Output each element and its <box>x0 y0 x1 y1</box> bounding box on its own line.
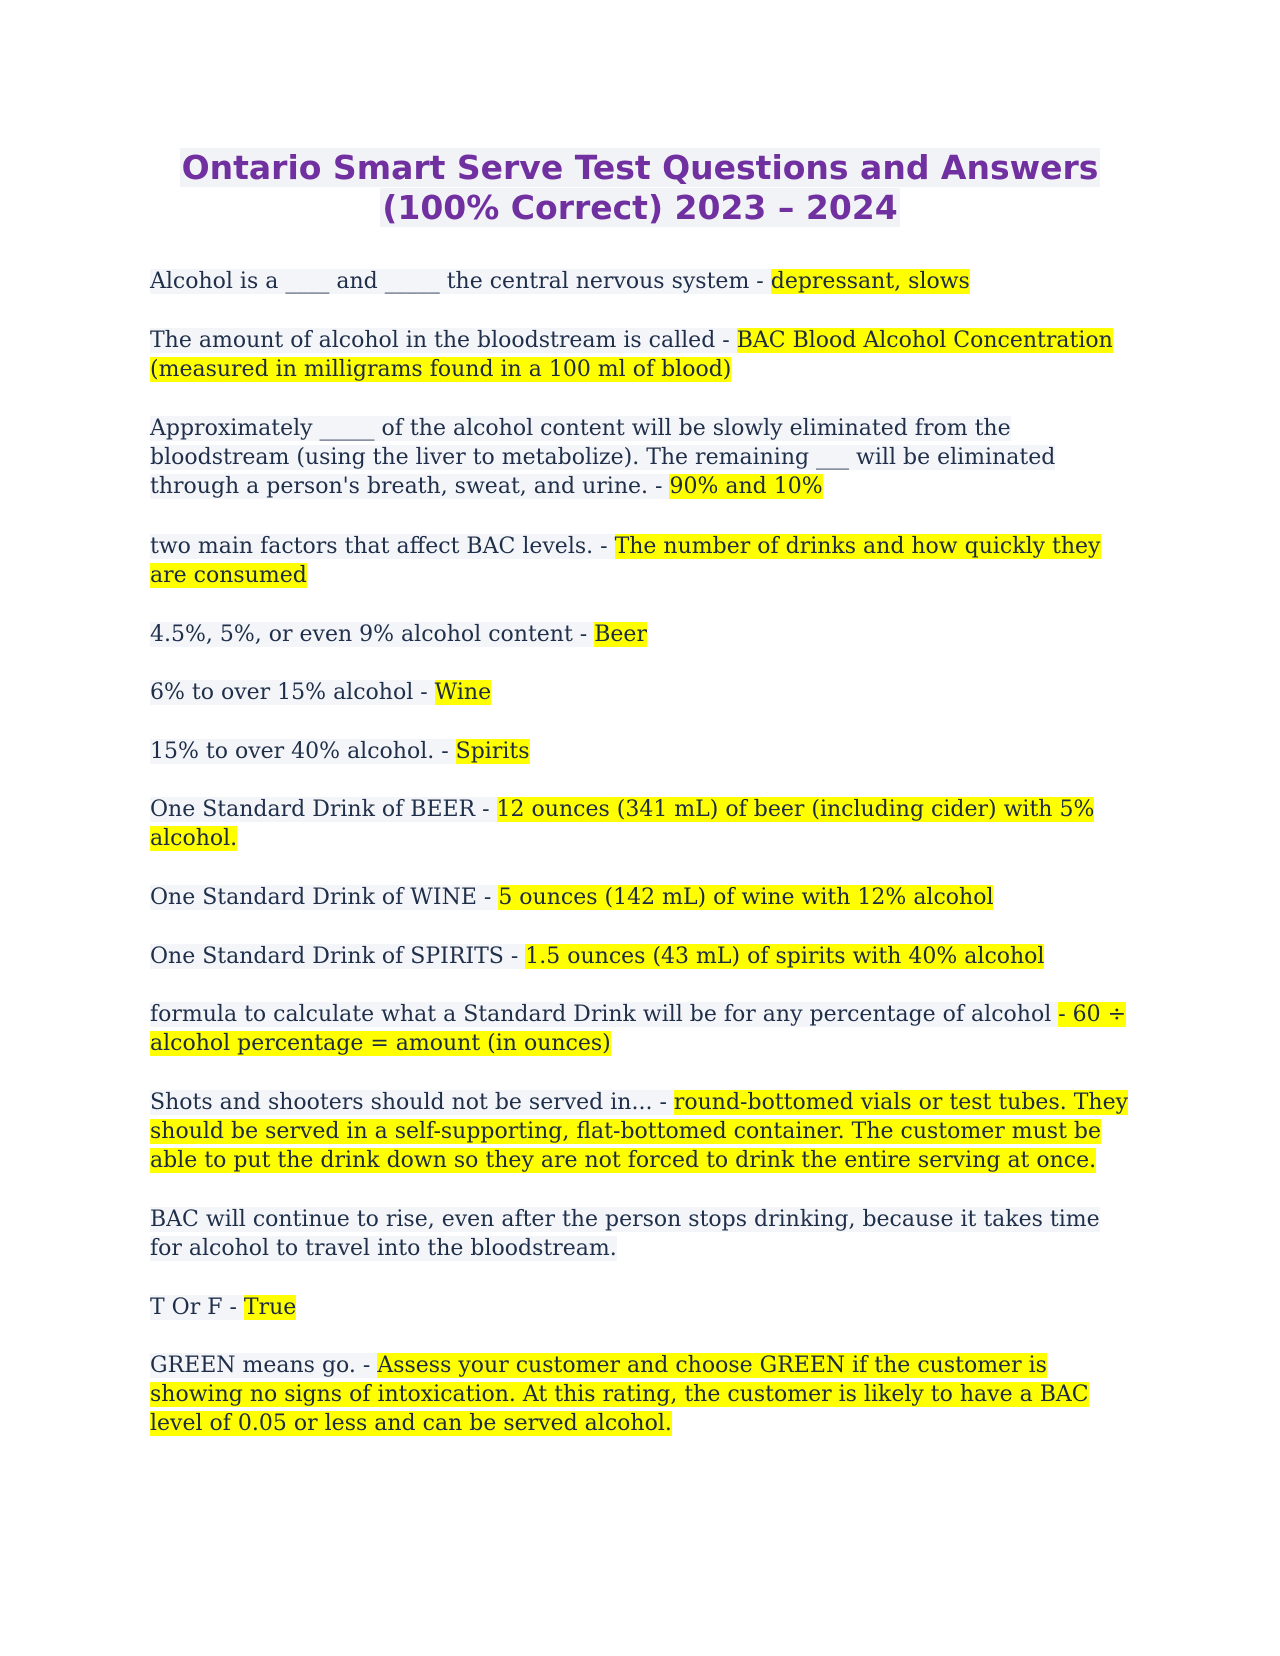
answer-highlight: The number of drinks and how quickly they are consumed <box>150 534 1101 588</box>
question-text: 15% to over 40% alcohol. - <box>150 739 456 764</box>
qa-item-9 <box>150 883 1130 912</box>
qa-item-15 <box>150 1351 1130 1438</box>
question-text: two main factors that affect BAC levels. - <box>150 534 615 559</box>
answer-highlight: Wine <box>434 680 492 705</box>
answer-highlight: - 60 ÷ alcohol percentage = amount (in ounces) <box>150 1002 1127 1056</box>
qa-item-8 <box>150 795 1130 853</box>
title-line-2: (100% Correct) 2023 – 2024 <box>382 188 898 227</box>
answer-highlight: True <box>243 1295 297 1320</box>
question-text: One Standard Drink of BEER - <box>150 797 497 822</box>
qa-item-12 <box>150 1088 1130 1175</box>
answer-highlight: 1.5 ounces (43 mL) of spirits with 40% alcohol <box>525 944 1045 969</box>
question-text: BAC will continue to rise, even after the person stops drinking, because it takes time for alcohol to travel into the bloodstream. <box>150 1207 1100 1261</box>
qa-item-3 <box>150 414 1130 501</box>
qa-item-5 <box>150 620 1130 649</box>
question-text: GREEN means go. - <box>150 1353 378 1378</box>
qa-item-6 <box>150 678 1130 707</box>
question-text: The amount of alcohol in the bloodstream is called - <box>150 328 737 353</box>
answer-highlight: Assess your customer and choose GREEN if the customer is showing no signs of intoxication. At this rating, the customer is likely to have a BAC level of 0.05 or less and can be served alcohol. <box>150 1353 1089 1436</box>
question-text: Approximately _____ of the alcohol content will be slowly eliminated from the bloodstream (using the liver to metabolize). The remaining ___ will be eliminated through a person's breath, sweat, and urine. - <box>150 416 1056 499</box>
qa-item-7 <box>150 737 1130 766</box>
answer-highlight: 5 ounces (142 mL) of wine with 12% alcohol <box>498 885 994 910</box>
answer-highlight: Beer <box>594 622 647 647</box>
question-text: formula to calculate what a Standard Drink will be for any percentage of alcohol <box>150 1002 1059 1027</box>
answer-highlight: round-bottomed vials or test tubes. They should be served in a self-supporting, flat-bottomed container. The customer must be able to put the drink down so they are not forced to drink the entire serving at once. <box>150 1090 1129 1173</box>
qa-item-2 <box>150 326 1130 384</box>
question-text: Shots and shooters should not be served in... - <box>150 1090 674 1115</box>
document-title <box>150 148 1130 228</box>
answer-highlight: BAC Blood Alcohol Concentration (measured in milligrams found in a 100 ml of blood) <box>150 328 1113 382</box>
question-text: 6% to over 15% alcohol - <box>150 680 435 705</box>
question-text: T Or F - <box>150 1295 244 1320</box>
answer-highlight: Spirits <box>455 739 530 764</box>
question-text: Alcohol is a ____ and _____ the central nervous system - <box>150 269 771 294</box>
question-text: 4.5%, 5%, or even 9% alcohol content - <box>150 622 595 647</box>
qa-item-4 <box>150 532 1130 590</box>
answer-highlight: depressant, slows <box>770 269 970 294</box>
qa-item-11 <box>150 1000 1130 1058</box>
question-text: One Standard Drink of WINE - <box>150 885 499 910</box>
qa-item-1 <box>150 267 1130 296</box>
qa-item-14 <box>150 1293 1130 1322</box>
qa-item-13 <box>150 1205 1130 1263</box>
question-text: One Standard Drink of SPIRITS - <box>150 944 526 969</box>
qa-item-10 <box>150 942 1130 971</box>
answer-highlight: 90% and 10% <box>669 474 823 499</box>
answer-highlight: 12 ounces (341 mL) of beer (including cider) with 5% alcohol. <box>150 797 1095 851</box>
title-line-1: Ontario Smart Serve Test Questions and Answers <box>181 148 1099 187</box>
